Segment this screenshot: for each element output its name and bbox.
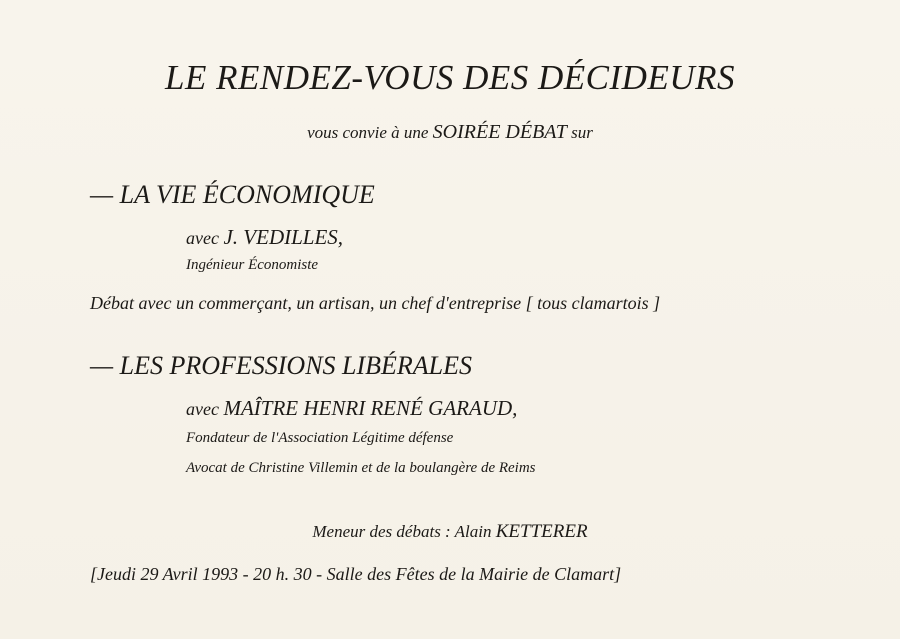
event-details: [Jeudi 29 Avril 1993 - 20 h. 30 - Salle des Fêtes de la Mairie de Clamart] [90,564,622,584]
moderator-label: Meneur des débats : Alain [312,522,496,541]
event-type: SOIRÉE DÉBAT [432,121,567,143]
speaker-role: Fondateur de l'Association Légitime défense [186,430,454,446]
speaker-garaud [186,398,517,419]
speaker-role: Avocat de Christine Villemin et de la boulangère de Reims [186,460,536,476]
invitation-line [0,122,900,142]
speaker-name: J. VEDILLES, [223,225,344,249]
moderator-name: KETTERER [495,521,588,542]
speaker-name: MAÎTRE HENRI RENÉ GARAUD, [223,396,518,420]
invitation-lead: vous convie à une [307,123,433,142]
section-title-professions-liberales: — LES PROFESSIONS LIBÉRALES [90,351,473,380]
speaker-vedilles [186,227,343,248]
moderator-line [0,522,900,541]
speaker-prefix: avec [186,228,224,248]
speaker-role: Ingénieur Économiste [186,257,319,273]
debate-description: Débat avec un commerçant, un artisan, un chef d'entreprise [ tous clamartois ] [90,293,661,313]
section-title-vie-economique: — LA VIE ÉCONOMIQUE [90,180,375,209]
document-title: LE RENDEZ-VOUS DES DÉCIDEURS [165,58,735,97]
invitation-tail: sur [566,123,593,142]
speaker-prefix: avec [186,399,224,419]
